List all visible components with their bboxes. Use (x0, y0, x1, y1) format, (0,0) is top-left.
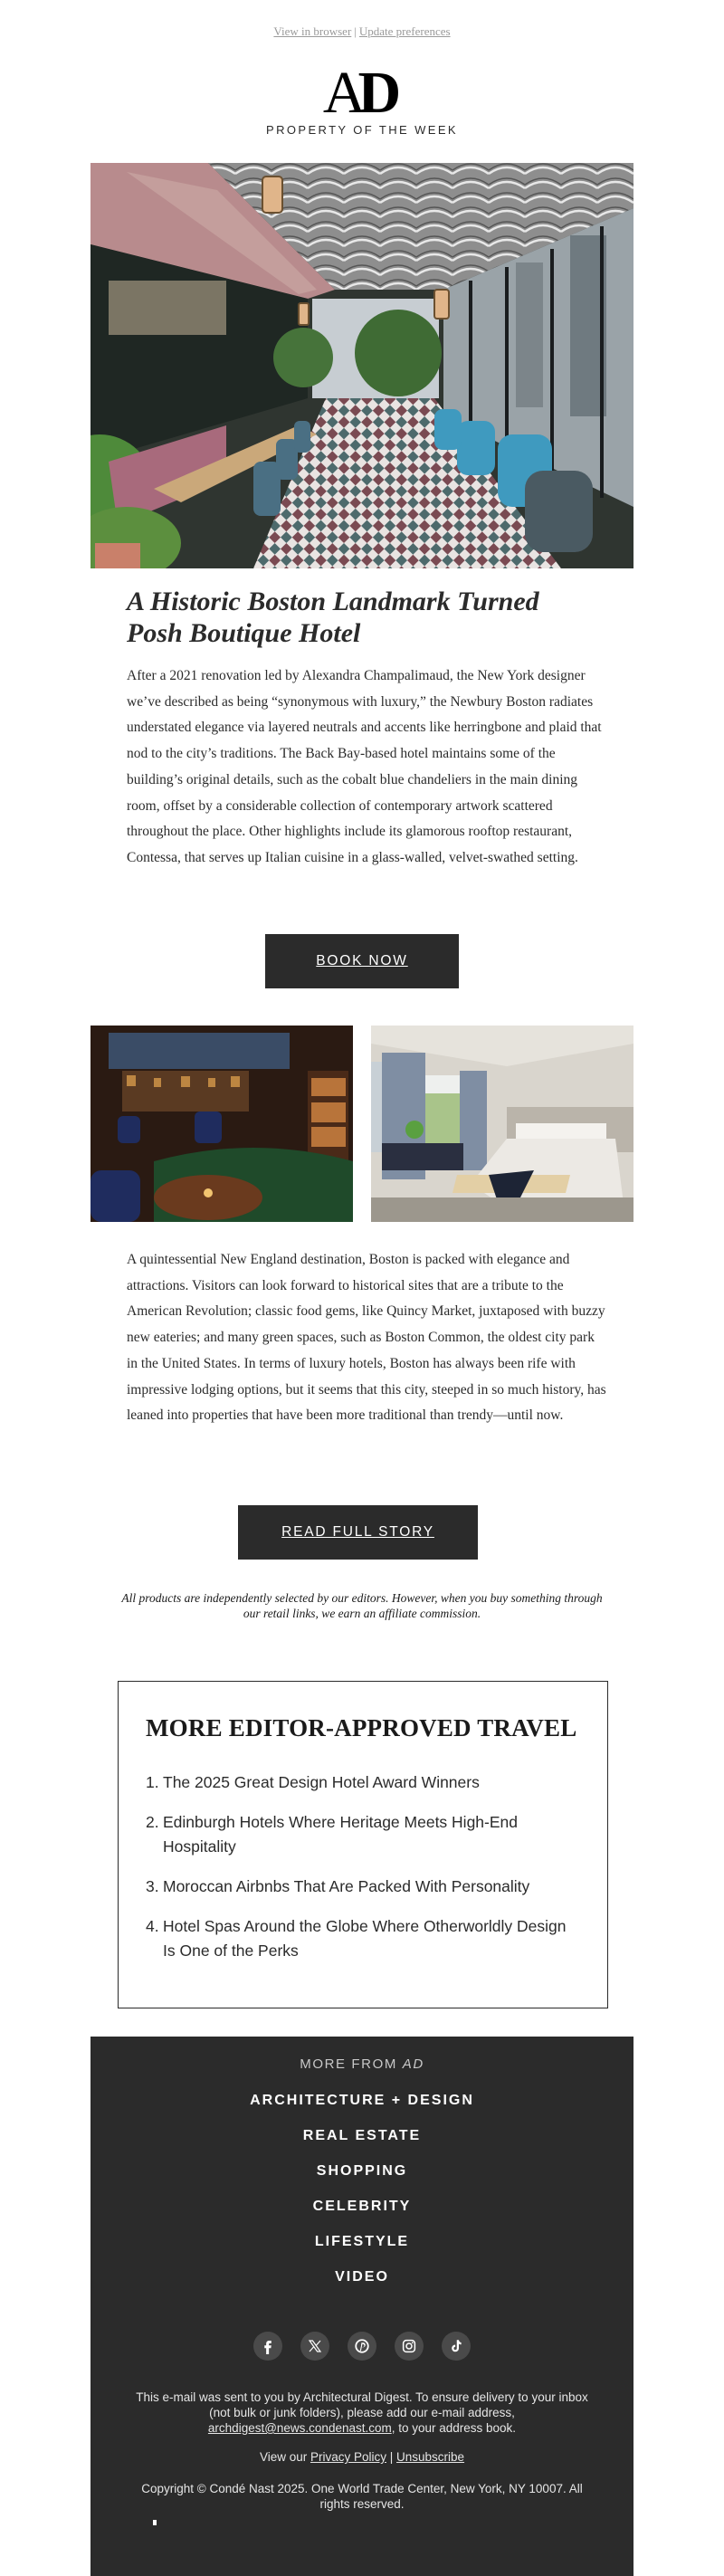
hero-image[interactable] (90, 163, 634, 568)
view-in-browser-link[interactable]: View in browser (273, 24, 352, 38)
sender-email-link[interactable]: archdigest@news.condenast.com (207, 2421, 392, 2435)
item-number: 4. (146, 1917, 159, 1935)
more-travel-link[interactable]: Hotel Spas Around the Globe Where Otherworldly Design Is One of the Perks (163, 1917, 567, 1960)
article-headline[interactable]: A Historic Boston Landmark Turned Posh Boutique Hotel (127, 587, 539, 648)
footer (90, 2037, 634, 2576)
ad-logo-mark (322, 60, 401, 126)
more-travel-title: MORE EDITOR-APPROVED TRAVEL (146, 1714, 577, 1741)
pinterest-icon[interactable] (348, 2332, 376, 2361)
links-separator: | (386, 2450, 397, 2464)
item-number: 3. (146, 1877, 159, 1895)
unsubscribe-link[interactable]: Unsubscribe (396, 2450, 465, 2464)
update-preferences-link[interactable]: Update preferences (358, 24, 451, 38)
privacy-policy-link[interactable]: Privacy Policy (310, 2450, 386, 2464)
more-travel-link[interactable]: Moroccan Airbnbs That Are Packed With Personality (163, 1877, 530, 1895)
instagram-icon[interactable] (395, 2332, 424, 2361)
social-links (90, 2332, 634, 2361)
more-travel-item[interactable] (146, 1914, 580, 1963)
legal-text-end: , to your address book. (391, 2421, 517, 2435)
affiliate-disclaimer: All products are independently selected by our editors. However, when you buy something through our retail links, we earn an affiliate commission. (121, 1591, 603, 1620)
article-paragraph-1: After a 2021 renovation led by Alexandra Champalimaud, the New York designer we’ve described as being “synonymous with luxury,” the Newbury Boston radiates understated elegance via layered neutrals and accents like herringbone and plaid that nod to the city’s traditions. The Back Bay-based hotel maintains some of the building’s original details, such as the cobalt blue chandeliers in the main dining room, offset by a considerable collection of contemporary artwork scattered throughout the place. Other highlights include its glamorous rooftop restaurant, Contessa, that serves up Italian cuisine in a glass-walled, velvet-swathed setting. (127, 668, 602, 865)
preheader (0, 24, 724, 39)
book-now-button[interactable]: BOOK NOW (265, 934, 459, 988)
read-full-story-button[interactable]: READ FULL STORY (238, 1505, 478, 1560)
guest-room-image-art (371, 1026, 634, 1222)
more-travel-list (146, 1770, 580, 1979)
footer-nav-real-estate[interactable]: REAL ESTATE (302, 2128, 422, 2143)
footer-nav-lifestyle[interactable]: LIFESTYLE (314, 2234, 410, 2249)
logo-letter-a: A (322, 60, 358, 126)
footer-nav-celebrity[interactable]: CELEBRITY (312, 2199, 412, 2214)
more-from-brand: AD (402, 2056, 424, 2072)
logo-letter-d: D (357, 60, 394, 126)
newsletter-name: PROPERTY OF THE WEEK (266, 123, 458, 137)
preheader-separator: | (354, 24, 357, 38)
copyright: Copyright © Condé Nast 2025. One World Trade Center, New York, NY 10007. All rights reserved. (141, 2482, 583, 2511)
article-paragraph-2: A quintessential New England destination, Boston is packed with elegance and attractions. Visitors can look forward to historical sites that are a tribute to the American Revolution; classic food gems, like Quincy Market, juxtaposed with buzzy new eateries; and many green spaces, such as Boston Common, the oldest city park in the United States. In terms of luxury hotels, Boston has always been rife with impressive lodging options, but it seems that this city, steeped in so much history, has leaned into properties that have been more traditional than trendy—until now. (127, 1252, 606, 1424)
item-number: 2. (146, 1813, 159, 1831)
more-from-ad-label (90, 2056, 634, 2072)
more-travel-box (118, 1681, 608, 2008)
more-from-label-text: MORE FROM (300, 2056, 403, 2072)
hero-image-art (90, 163, 634, 568)
legal-text: This e-mail was sent to you by Architectural Digest. To ensure delivery to your inbox (not bulk or junk folders), please add our e-mail address, (136, 2390, 588, 2419)
footer-nav-architecture-design[interactable]: ARCHITECTURE + DESIGN (250, 2093, 474, 2108)
more-travel-link[interactable]: Edinburgh Hotels Where Heritage Meets High-End Hospitality (163, 1813, 518, 1856)
facebook-icon[interactable] (253, 2332, 282, 2361)
legal-notice (136, 2390, 588, 2436)
view-our-text: View our (259, 2450, 310, 2464)
bar-image-art (90, 1026, 353, 1222)
more-travel-link[interactable]: The 2025 Great Design Hotel Award Winners (163, 1773, 480, 1791)
bar-image[interactable] (90, 1026, 353, 1222)
guest-room-image[interactable] (371, 1026, 634, 1222)
footer-nav (90, 2093, 634, 2304)
more-travel-item[interactable] (146, 1875, 580, 1899)
x-twitter-icon[interactable] (300, 2332, 329, 2361)
tracking-pixel (153, 2520, 157, 2525)
item-number: 1. (146, 1773, 159, 1791)
footer-nav-shopping[interactable]: SHOPPING (316, 2163, 408, 2179)
more-travel-item[interactable] (146, 1770, 580, 1795)
more-travel-item[interactable] (146, 1810, 580, 1859)
policy-links (90, 2450, 634, 2464)
ad-logo[interactable] (0, 60, 724, 126)
tiktok-icon[interactable] (442, 2332, 471, 2361)
footer-nav-video[interactable]: VIDEO (335, 2269, 389, 2285)
